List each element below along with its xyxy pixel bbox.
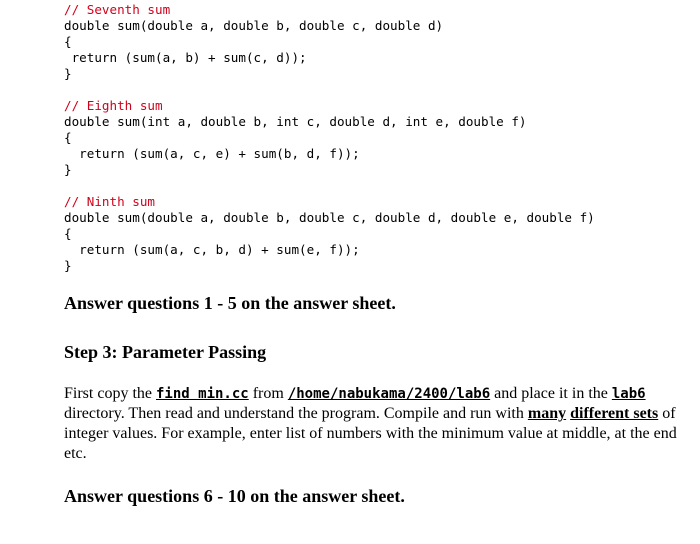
code-comment-seventh: // Seventh sum xyxy=(64,2,171,17)
code-comment-ninth: // Ninth sum xyxy=(64,194,155,209)
code-close-brace: } xyxy=(64,162,72,177)
paragraph-text: of integer values. For example, enter list of numbers with the minimum value at middle, at the end etc. xyxy=(64,405,677,462)
code-open-brace: { xyxy=(64,226,72,241)
code-body-eighth: return (sum(a, c, e) + sum(b, d, f)); xyxy=(64,146,360,161)
code-body-seventh: return (sum(a, b) + sum(c, d)); xyxy=(64,50,307,65)
path-code: /home/nabukama/2400/lab6 xyxy=(287,386,491,402)
code-signature-ninth: double sum(double a, double b, double c, double d, double e, double f) xyxy=(64,210,595,225)
instructions-paragraph xyxy=(64,384,689,464)
answer-instruction-2: Answer questions 6 - 10 on the answer sheet. xyxy=(64,486,405,506)
code-comment-eighth: // Eighth sum xyxy=(64,98,163,113)
step-heading: Step 3: Parameter Passing xyxy=(64,342,267,362)
code-signature-seventh: double sum(double a, double b, double c, double d) xyxy=(64,18,444,33)
code-close-brace: } xyxy=(64,258,72,273)
emphasis-many: many xyxy=(527,405,567,422)
answer-instruction-1: Answer questions 1 - 5 on the answer sheet. xyxy=(64,293,396,313)
emphasis-different-sets: different sets xyxy=(570,405,659,422)
paragraph-text: from xyxy=(248,385,288,402)
paragraph-text: First copy the xyxy=(64,385,156,402)
code-close-brace: } xyxy=(64,66,72,81)
directory-code: lab6 xyxy=(611,386,646,402)
code-signature-eighth: double sum(int a, double b, int c, double d, int e, double f) xyxy=(64,114,527,129)
filename-code: find min.cc xyxy=(156,386,249,402)
paragraph-text: directory. Then read and understand the program. Compile and run with xyxy=(64,405,528,422)
code-open-brace: { xyxy=(64,130,72,145)
paragraph-text: and place it in the xyxy=(490,385,612,402)
code-body-ninth: return (sum(a, c, b, d) + sum(e, f)); xyxy=(64,242,360,257)
code-open-brace: { xyxy=(64,34,72,49)
